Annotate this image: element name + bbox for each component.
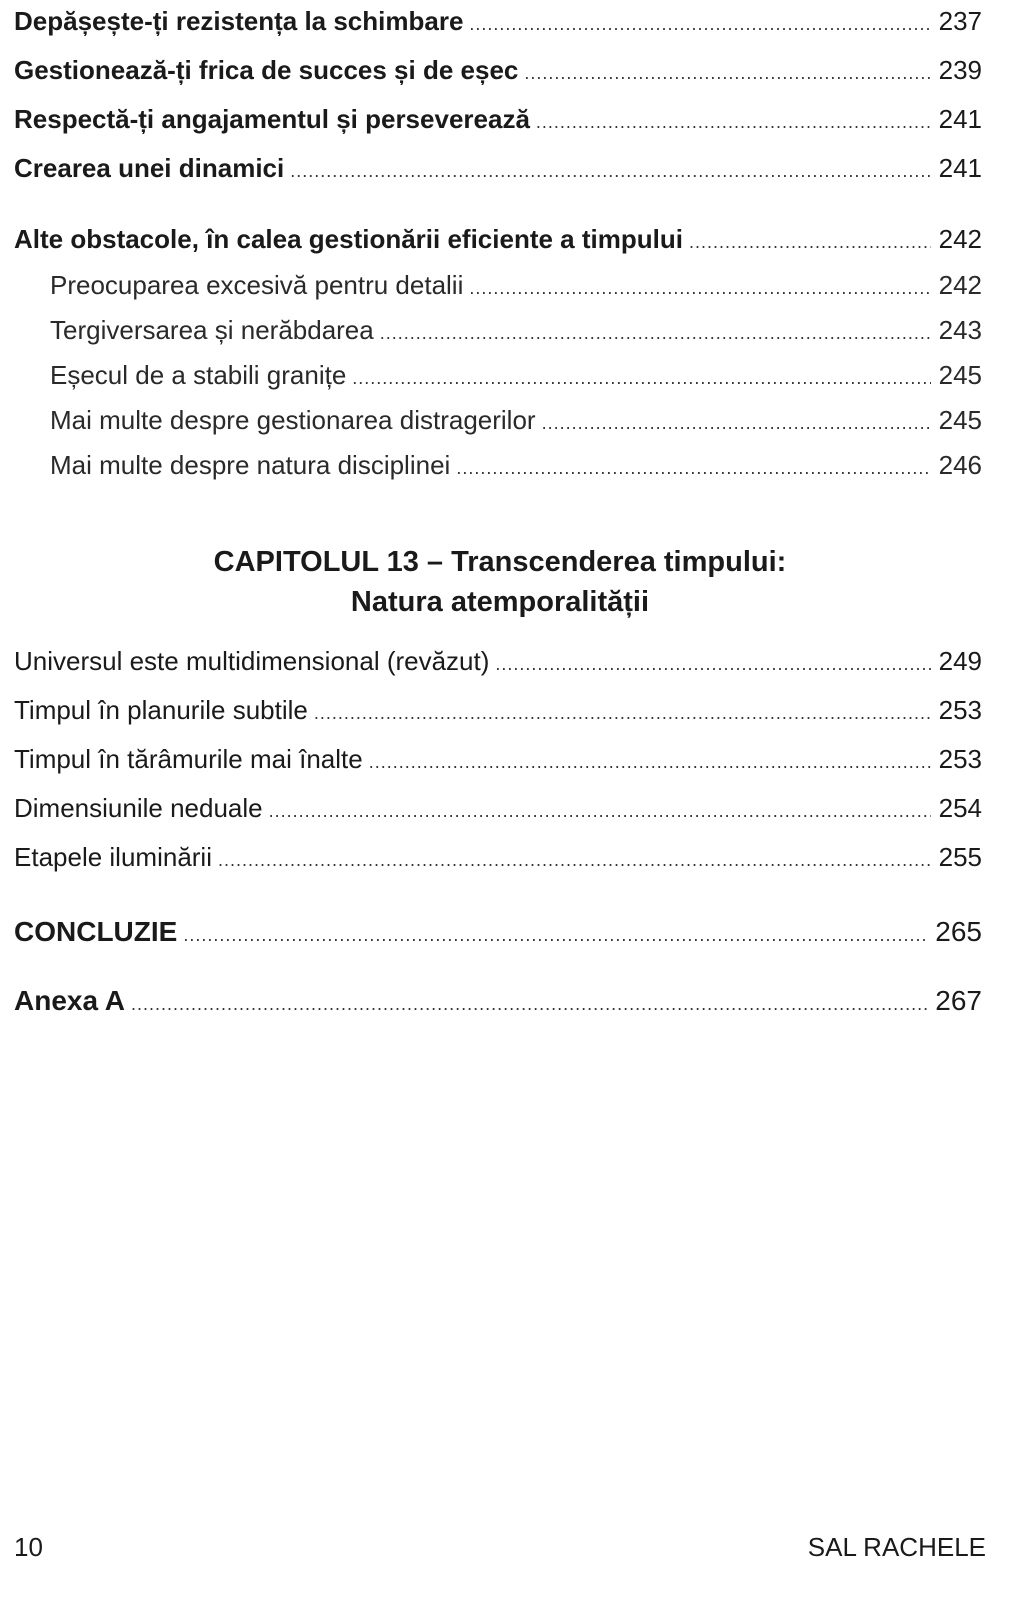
footer-author: SAL RACHELE xyxy=(807,1532,986,1562)
toc-subentry xyxy=(50,403,982,440)
toc-entry xyxy=(14,102,982,139)
toc-leader-dots xyxy=(524,56,930,90)
toc-entry xyxy=(14,644,982,681)
toc-entry xyxy=(14,742,982,779)
toc-entry-page: 237 xyxy=(938,6,982,36)
toc-entry-title: CONCLUZIE xyxy=(14,916,178,947)
toc-entry-page: 265 xyxy=(935,916,982,947)
toc-entry-title: Mai multe despre natura disciplinei xyxy=(50,450,451,480)
toc-entry-title: Gestionează-ți frica de succes și de eșec xyxy=(14,55,519,85)
toc-entry-page: 253 xyxy=(938,744,982,774)
toc-entry xyxy=(14,151,982,188)
toc-leader-dots xyxy=(369,745,931,779)
toc-entry-page: 245 xyxy=(938,405,982,435)
toc-leader-dots xyxy=(352,361,930,395)
toc-leader-dots xyxy=(536,105,931,139)
toc-subentry xyxy=(50,268,982,305)
toc-entry xyxy=(14,4,982,41)
toc-entry-page: 241 xyxy=(938,104,982,134)
toc-entry-page: 254 xyxy=(938,793,982,823)
toc-leader-dots xyxy=(314,696,931,730)
toc-leader-dots xyxy=(290,154,930,188)
toc-entry-page: 249 xyxy=(938,646,982,676)
toc-entry xyxy=(14,840,982,877)
toc-subentry xyxy=(50,448,982,485)
toc-entry-page: 267 xyxy=(935,985,982,1016)
toc-leader-dots xyxy=(689,225,931,259)
toc-leader-dots xyxy=(218,843,931,877)
toc-entry-title: Etapele iluminării xyxy=(14,842,212,872)
toc-leader-dots xyxy=(380,316,931,350)
toc-leader-dots xyxy=(131,987,927,1021)
toc-entry-title: Tergiversarea și nerăbdarea xyxy=(50,315,374,345)
toc-entry-page: 255 xyxy=(938,842,982,872)
toc-entry-page: 245 xyxy=(938,360,982,390)
toc-leader-dots xyxy=(495,647,930,681)
toc-leader-dots xyxy=(456,451,930,485)
toc-leader-dots xyxy=(469,271,930,305)
toc-entry-title: Alte obstacole, în calea gestionării eficiente a timpului xyxy=(14,224,683,254)
toc-entry-title: Universul este multidimensional (revăzut) xyxy=(14,646,490,676)
toc-subentry xyxy=(50,358,982,395)
toc-entry-title: Dimensiunile neduale xyxy=(14,793,263,823)
toc-entry-title: Depășește-ți rezistența la schimbare xyxy=(14,6,464,36)
toc-leader-dots xyxy=(183,918,927,952)
toc-entry-title: Crearea unei dinamici xyxy=(14,153,285,183)
toc-entry-title: Timpul în tărâmurile mai înalte xyxy=(14,744,363,774)
toc-entry-title: Mai multe despre gestionarea distragerilor xyxy=(50,405,536,435)
toc-subentry xyxy=(50,313,982,350)
chapter-heading-line1: CAPITOLUL 13 – Transcenderea timpului: xyxy=(213,546,787,578)
toc-leader-dots xyxy=(542,406,931,440)
toc-entry-title: Eșecul de a stabili granițe xyxy=(50,360,347,390)
toc-entry xyxy=(14,791,982,828)
toc-entry-page: 253 xyxy=(938,695,982,725)
toc-entry-title: Preocuparea excesivă pentru detalii xyxy=(50,270,464,300)
toc-leader-dots xyxy=(469,7,930,41)
chapter-heading-line2: Natura atemporalității xyxy=(350,586,650,618)
toc-major-entry xyxy=(14,915,982,952)
footer-page-number: 10 xyxy=(14,1532,43,1562)
toc-entry-page: 241 xyxy=(938,153,982,183)
toc-major-entry xyxy=(14,984,982,1021)
toc-entry-title: Respectă-ți angajamentul și perseverează xyxy=(14,104,530,134)
toc-entry-page: 239 xyxy=(938,55,982,85)
toc-entry-page: 242 xyxy=(938,270,982,300)
toc-leader-dots xyxy=(269,794,931,828)
toc-entry-title: Anexa A xyxy=(14,985,126,1016)
toc-entry-page: 243 xyxy=(938,315,982,345)
toc-entry xyxy=(14,693,982,730)
toc-entry-page: 242 xyxy=(938,224,982,254)
toc-entry-title: Timpul în planurile subtile xyxy=(14,695,308,725)
toc-section-heading xyxy=(14,222,982,259)
toc-entry xyxy=(14,53,982,90)
toc-entry-page: 246 xyxy=(938,450,982,480)
